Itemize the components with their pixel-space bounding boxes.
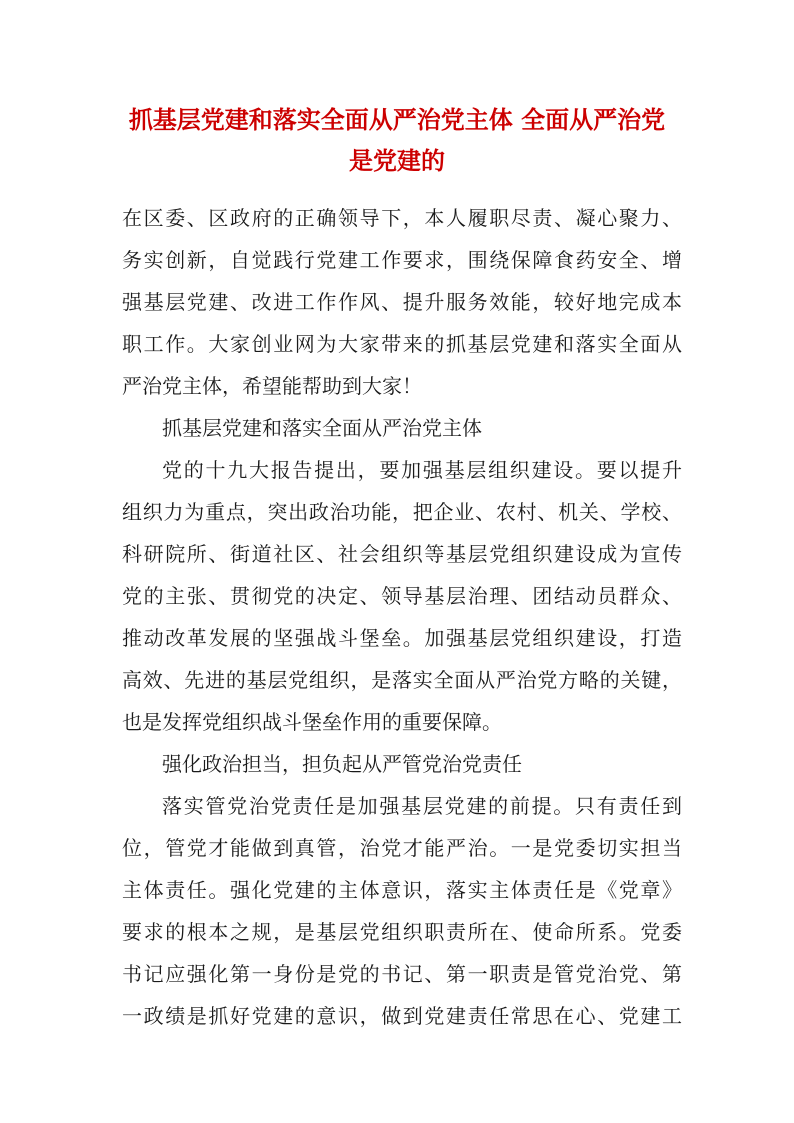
paragraph-line: 落实管党治党责任是加强基层党建的前提。只有责任到 (162, 794, 682, 818)
paragraph-line: 高效、先进的基层党组织，是落实全面从严治党方略的关键， (122, 668, 682, 692)
paragraph-line: 党的十九大报告提出，要加强基层组织建设。要以提升 (162, 458, 682, 482)
paragraph-line: 组织力为重点，突出政治功能，把企业、农村、机关、学校、 (122, 500, 682, 524)
paragraph-line: 书记应强化第一身份是党的书记、第一职责是管党治党、第 (122, 962, 682, 986)
paragraph-line: 也是发挥党组织战斗堡垒作用的重要保障。 (122, 710, 502, 734)
section-heading: 强化政治担当，担负起从严管党治党责任 (162, 752, 522, 776)
paragraph-line: 一政绩是抓好党建的意识，做到党建责任常思在心、党建工 (122, 1004, 682, 1028)
document-title-line-2: 是党建的 (349, 146, 445, 175)
paragraph-line: 强基层党建、改进工作作风、提升服务效能，较好地完成本 (122, 290, 682, 314)
paragraph-line: 科研院所、街道社区、社会组织等基层党组织建设成为宣传 (122, 542, 682, 566)
paragraph-line: 要求的根本之规，是基层党组织职责所在、使命所系。党委 (122, 920, 682, 944)
section-heading: 抓基层党建和落实全面从严治党主体 (162, 416, 482, 440)
paragraph-line: 务实创新，自觉践行党建工作要求，围绕保障食药安全、增 (122, 248, 682, 272)
document-title-line-1: 抓基层党建和落实全面从严治党主体 全面从严治党 (128, 105, 666, 134)
paragraph-line: 党的主张、贯彻党的决定、领导基层治理、团结动员群众、 (122, 584, 682, 608)
paragraph-line: 在区委、区政府的正确领导下，本人履职尽责、凝心聚力、 (122, 206, 682, 230)
paragraph-line: 主体责任。强化党建的主体意识，落实主体责任是《党章》 (122, 878, 682, 902)
paragraph-line: 推动改革发展的坚强战斗堡垒。加强基层党组织建设，打造 (122, 626, 682, 650)
paragraph-line: 严治党主体，希望能帮助到大家！ (122, 374, 422, 398)
paragraph-line: 职工作。大家创业网为大家带来的抓基层党建和落实全面从 (122, 332, 682, 356)
paragraph-line: 位，管党才能做到真管，治党才能严治。一是党委切实担当 (122, 836, 682, 860)
